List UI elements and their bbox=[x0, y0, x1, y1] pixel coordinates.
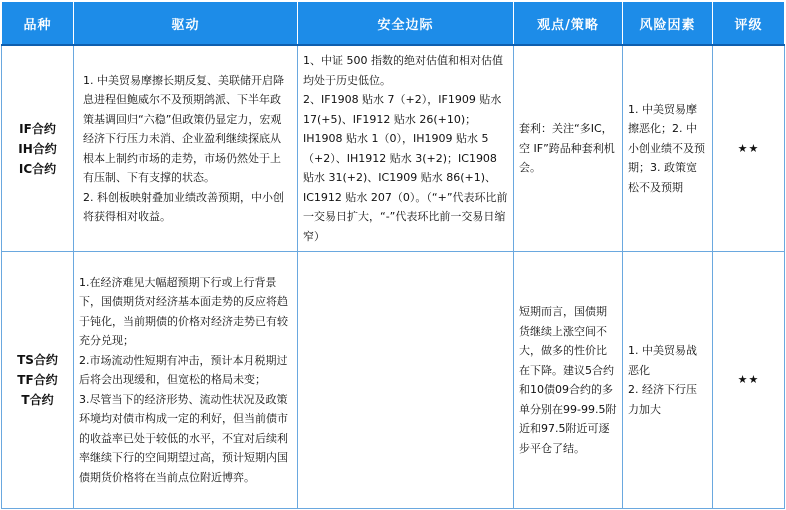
header-drivers: 驱动 bbox=[74, 2, 298, 46]
risks-cell: 1. 中美贸易战恶化 2. 经济下行压力加大 bbox=[623, 252, 713, 509]
contract-label: IC合约 bbox=[18, 161, 57, 176]
contract-label: IH合约 bbox=[18, 141, 57, 156]
safety-margin-cell bbox=[298, 45, 514, 252]
driver-item: 3.尽管当下的经济形势、流动性状况及政策环境均对债市构成一定的利好，但当前债市的收益率已处于较低的水平，不宜对后续利率继续下行的空间期望过高，预计短期内国债期货价格将在当前点位附近博弈。 bbox=[79, 392, 288, 484]
rating-stars: ★★ bbox=[737, 373, 760, 387]
rating-cell bbox=[713, 45, 785, 252]
contract-label: T合约 bbox=[21, 393, 54, 407]
contract-label: TS合约 bbox=[17, 353, 58, 367]
driver-item: 1.在经济难见大幅超预期下行或上行背景下，国债期货对经济基本面走势的反应将趋于钝化，当前期债的价格对经济走势已有较充分兑现； bbox=[79, 275, 288, 348]
risks-cell: 1. 中美贸易摩擦恶化；2. 中小创业绩不及预期；3. 政策宽松不及预期 bbox=[623, 45, 713, 252]
driver-item: 1. 中美贸易摩擦长期反复、美联储开启降息进程但鲍威尔不及预期鸽派、下半年政策基调回归“六稳”但政策仍显定力，宏观经济下行压力未消、企业盈利继续探底从根本上制约市场的走势，市场仍然处于上有压制、下有支撑的状态。 bbox=[83, 73, 284, 184]
drivers-cell bbox=[74, 45, 298, 252]
header-row bbox=[2, 2, 785, 46]
table-row-equity-index bbox=[2, 45, 785, 252]
strategy-cell: 套利：关注“多IC，空 IF”跨品种套利机会。 bbox=[514, 45, 623, 252]
strategy-cell: 短期而言，国债期货继续上涨空间不大，做多的性价比在下降。建议5合约和10债09合约的多单分别在99-99.5附近和97.5附近可逐步平仓了结。 bbox=[514, 252, 623, 509]
header-risks: 风险因素 bbox=[623, 2, 713, 46]
product-cell bbox=[2, 252, 74, 509]
safety-margin-cell bbox=[298, 252, 514, 509]
futures-strategy-table bbox=[1, 1, 785, 509]
contract-label: TF合约 bbox=[17, 373, 58, 387]
rating-stars: ★★ bbox=[737, 141, 760, 155]
product-cell bbox=[2, 45, 74, 252]
drivers-cell bbox=[74, 252, 298, 509]
safety-margin-item: 2、IF1908 贴水 7（+2），IF1909 贴水 17(+5)、IF1912 贴水 26(+10)；IH1908 贴水 1（0），IH1909 贴水 5（+2）、IH1912 贴水 3(+2)；IC1908 贴水 31(+2)、IC1909 贴水 86(+1)、IC1912 贴水 207（0）。（“+”代表环比前一交易日扩大，“-”代表环比前一交易日缩窄） bbox=[303, 93, 508, 243]
header-product: 品种 bbox=[2, 2, 74, 46]
header-safety-margin: 安全边际 bbox=[298, 2, 514, 46]
safety-margin-item: 1、中证 500 指数的绝对估值和相对估值均处于历史低位。 bbox=[303, 54, 503, 87]
table-row-treasury bbox=[2, 252, 785, 509]
header-rating: 评级 bbox=[713, 2, 785, 46]
driver-item: 2. 科创板映射叠加业绩改善预期，中小创将获得相对收益。 bbox=[83, 190, 284, 223]
header-strategy: 观点/策略 bbox=[514, 2, 623, 46]
driver-item: 2.市场流动性短期有冲击，预计本月税期过后将会出现缓和，但宽松的格局未变； bbox=[79, 353, 288, 387]
rating-cell bbox=[713, 252, 785, 509]
contract-label: IF合约 bbox=[19, 121, 56, 136]
